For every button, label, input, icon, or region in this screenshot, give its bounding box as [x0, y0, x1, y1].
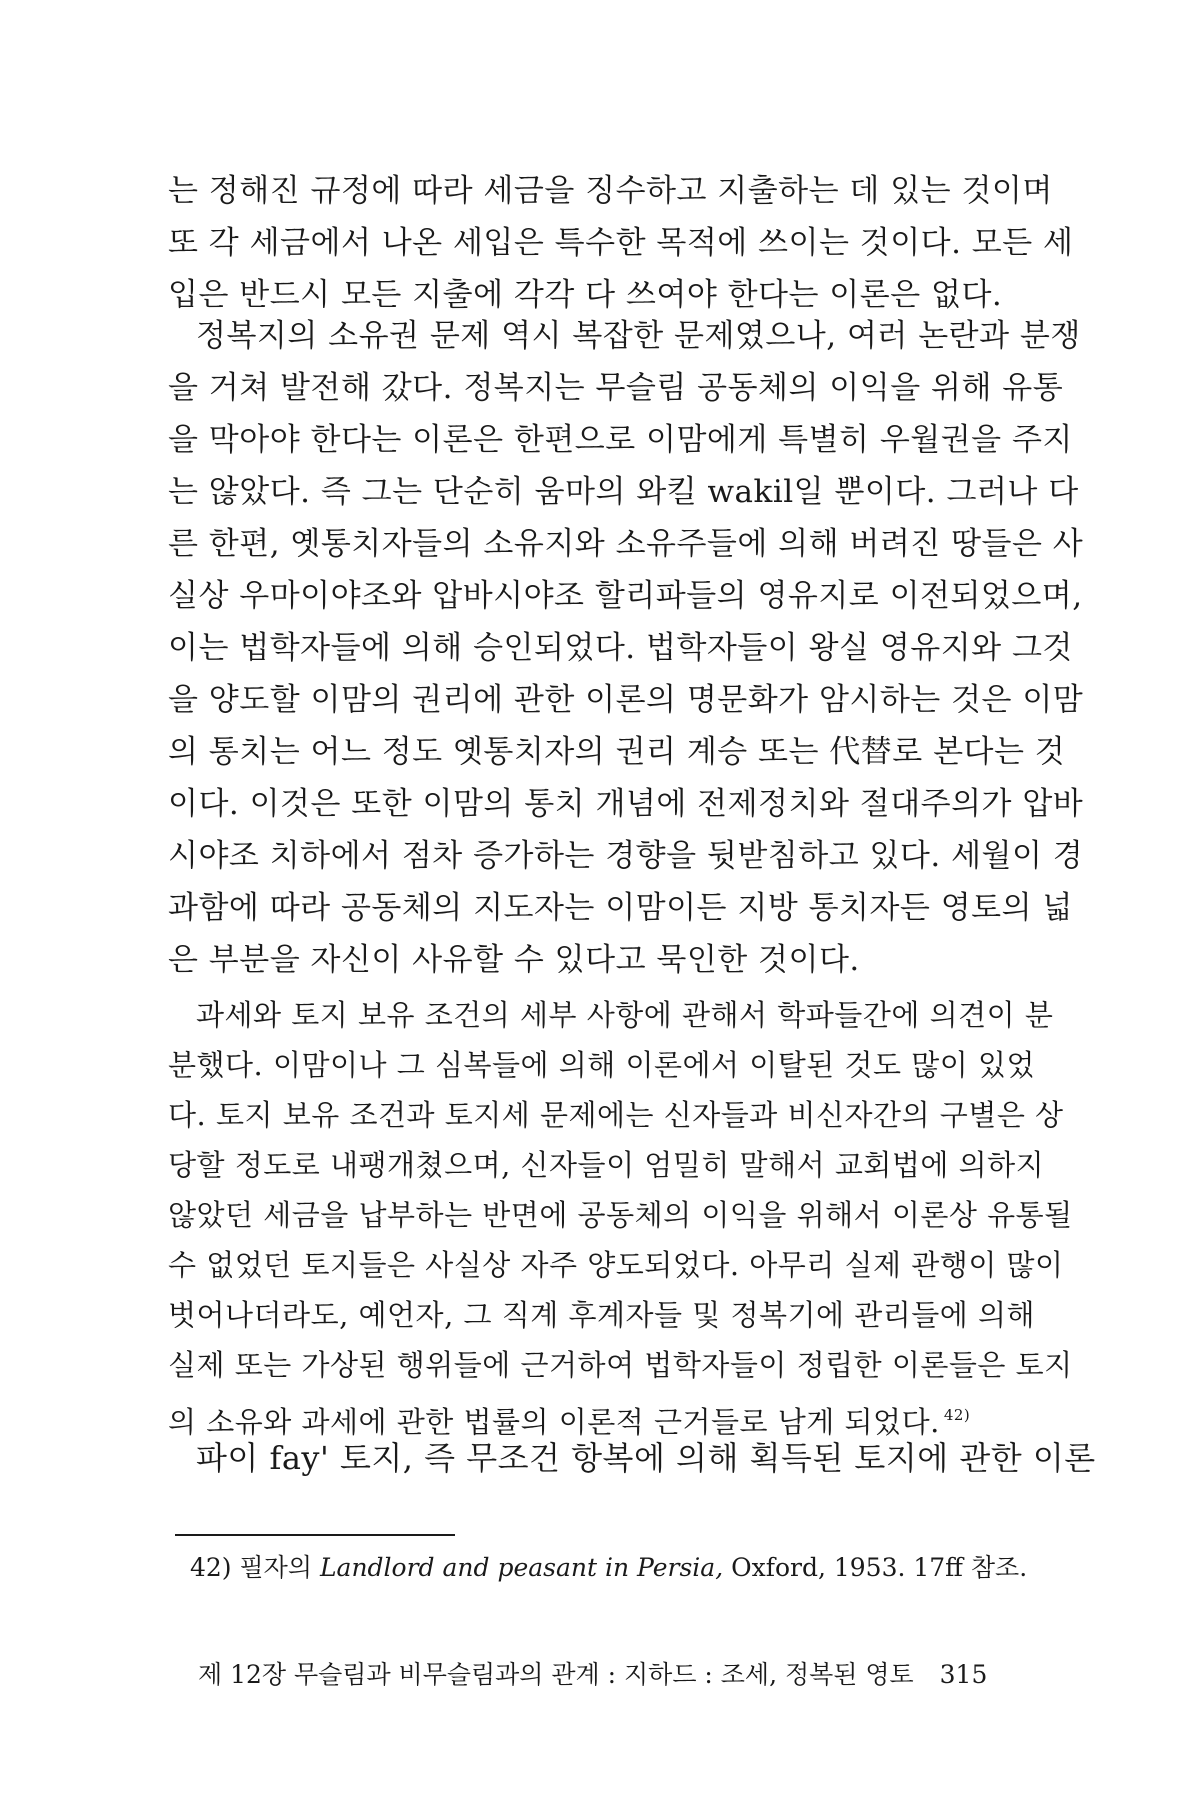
text-line: 을 막아야 한다는 이론은 한편으로 이맘에게 특별히 우월권을 주지 — [168, 422, 1073, 458]
text-line: 실상 우마이야조와 압바시야조 할리파들의 영유지로 이전되었으며, — [168, 578, 1083, 614]
paragraph-1 — [168, 165, 1074, 321]
text-line: 정복지의 소유권 문제 역시 복잡한 문제였으나, 여러 논란과 분쟁 — [196, 318, 1081, 354]
text-line: 벗어나더라도, 예언자, 그 직계 후계자들 및 정복기에 관리들에 의해 — [168, 1298, 1036, 1332]
text-line: 이는 법학자들에 의해 승인되었다. 법학자들이 왕실 영유지와 그것 — [168, 630, 1073, 666]
text-line: 른 한편, 옛통치자들의 소유지와 소유주들에 의해 버려진 땅들은 사 — [168, 526, 1084, 562]
footnote-marker: 42) — [190, 1553, 232, 1582]
text-line-content: 의 소유와 과세에 관한 법률의 이론적 근거들로 남게 되었다. — [168, 1405, 940, 1439]
text-line: 을 거쳐 발전해 갔다. 정복지는 무슬림 공동체의 이익을 위해 유통 — [168, 370, 1064, 406]
page-number: 315 — [939, 1660, 988, 1689]
text-line: 않았던 세금을 납부하는 반면에 공동체의 이익을 위해서 이론상 유통될 — [168, 1198, 1073, 1232]
text-line: 은 부분을 자신이 사유할 수 있다고 묵인한 것이다. — [168, 942, 860, 978]
footnote-prefix: 필자의 — [239, 1553, 312, 1582]
text-line: 수 없었던 토지들은 사실상 자주 양도되었다. 아무리 실제 관행이 많이 — [168, 1248, 1064, 1282]
quoted-paragraph — [168, 990, 1073, 1447]
paragraph-2 — [168, 310, 1084, 986]
text-line: 실제 또는 가상된 행위들에 근거하여 법학자들이 정립한 이론들은 토지 — [168, 1348, 1073, 1382]
text-line: 을 양도할 이맘의 권리에 관한 이론의 명문화가 암시하는 것은 이맘 — [168, 682, 1084, 718]
text-line: 파이 fay' 토지, 즉 무조건 항복에 의해 획득된 토지에 관한 이론 — [196, 1439, 1096, 1477]
running-footer — [198, 1657, 998, 1693]
text-line: 는 않았다. 즉 그는 단순히 움마의 와킬 wakil일 뿐이다. 그러나 다 — [168, 474, 1079, 510]
text-line: 다. 토지 보유 조건과 토지세 문제에는 신자들과 비신자간의 구별은 상 — [168, 1098, 1064, 1132]
chapter-title: 제 12장 무슬림과 비무슬림과의 관계 : 지하드 : 조세, 정복된 영토 — [198, 1660, 914, 1689]
text-line: 이다. 이것은 또한 이맘의 통치 개념에 전제정치와 절대주의가 압바 — [168, 786, 1084, 822]
text-line: 과함에 따라 공동체의 지도자는 이맘이든 지방 통치자든 영토의 넓 — [168, 890, 1073, 926]
footnote-book-title: Landlord and peasant in Persia, — [319, 1553, 724, 1582]
section-heading-line — [168, 1432, 1096, 1484]
text-line: 과세와 토지 보유 조건의 세부 사항에 관해서 학파들간에 의견이 분 — [196, 998, 1054, 1032]
footnote-reference[interactable]: 42) — [943, 1406, 971, 1424]
text-line: 또 각 세금에서 나온 세입은 특수한 목적에 쓰이는 것이다. 모든 세 — [168, 225, 1074, 261]
text-line: 는 정해진 규정에 따라 세금을 징수하고 지출하는 데 있는 것이며 — [168, 173, 1053, 209]
footnote — [190, 1550, 1028, 1586]
text-line: 입은 반드시 모든 지출에 각각 다 쓰여야 한다는 이론은 없다. — [168, 277, 1003, 313]
text-line: 시야조 치하에서 점차 증가하는 경향을 뒷받침하고 있다. 세월이 경 — [168, 838, 1084, 874]
footnote-suffix: Oxford, 1953. 17ff 참조. — [731, 1553, 1028, 1582]
text-line: 의 통치는 어느 정도 옛통치자의 권리 계승 또는 代替로 본다는 것 — [168, 734, 1066, 770]
text-line: 분했다. 이맘이나 그 심복들에 의해 이론에서 이탈된 것도 많이 있었 — [168, 1048, 1036, 1082]
text-line: 당할 정도로 내팽개쳤으며, 신자들이 엄밀히 말해서 교회법에 의하지 — [168, 1148, 1045, 1182]
footnote-divider — [175, 1534, 455, 1536]
